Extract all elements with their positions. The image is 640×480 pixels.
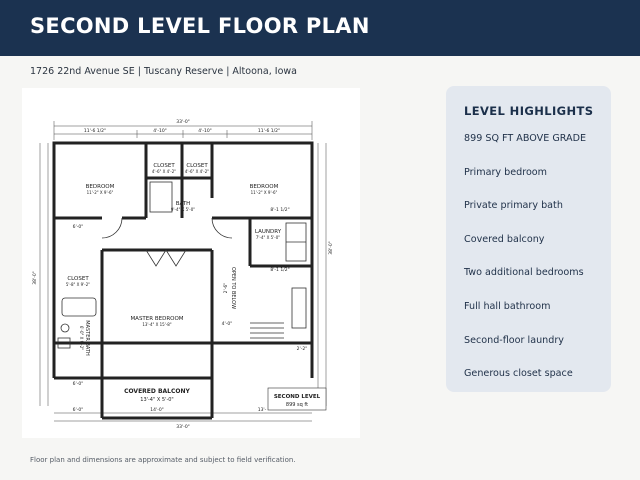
- dim-mid-6-0: 6'-0": [72, 225, 84, 230]
- room-laundry: LAUNDRY: [254, 229, 282, 235]
- room-bedroom-1-size: 11'-2" X 9'-6": [86, 190, 114, 195]
- highlight-item: Full hall bathroom: [464, 300, 551, 312]
- disclaimer: Floor plan and dimensions are approximate and subject to field verification.: [30, 456, 296, 464]
- room-bedroom-2-size: 11'-2" X 9'-6": [250, 190, 278, 195]
- dim-right-overall: 38'-0": [329, 241, 334, 255]
- dim-laundry-side2: 8'-1 1/2": [270, 268, 290, 273]
- dim-wall-4-0: 4'-0": [221, 322, 233, 327]
- room-bath-size: 9'-4" X 5'-0": [170, 207, 196, 212]
- floor-plan-drawing: [22, 88, 360, 438]
- room-closet-1-size: 4'-6" X 4'-2": [151, 169, 177, 174]
- dim-stair-small: 2'-2": [296, 347, 308, 352]
- dim-bottom-a: 6'-0": [72, 408, 84, 413]
- highlight-item: Covered balcony: [464, 233, 545, 245]
- room-closet-3: CLOSET: [67, 276, 89, 282]
- room-master-bath-size: 6'-0" X 9'-2": [79, 325, 84, 351]
- dim-top-d: 11'-6 1/2": [257, 129, 281, 134]
- room-closet-2: CLOSET: [186, 163, 208, 169]
- room-open-to-below: OPEN TO BELOW: [230, 266, 236, 310]
- dim-balcony-side: 6'-0": [72, 382, 84, 387]
- dim-laundry-side: 8'-1 1/2": [270, 208, 290, 213]
- room-laundry-size: 7'-4" X 5'-0": [255, 235, 281, 240]
- room-bedroom-2: BEDROOM: [249, 184, 279, 190]
- room-master-bedroom: MASTER BEDROOM: [130, 316, 184, 322]
- highlight-item: Primary bedroom: [464, 166, 548, 178]
- highlight-item: 899 SQ FT ABOVE GRADE: [464, 133, 587, 144]
- dim-left-overall: 38'-0": [33, 271, 38, 285]
- page-title: SECOND LEVEL FLOOR PLAN: [30, 14, 370, 38]
- room-closet-2-size: 4'-6" X 4'-2": [184, 169, 210, 174]
- dim-top-b: 4'-10": [153, 129, 167, 134]
- highlight-item: Generous closet space: [464, 368, 573, 380]
- dim-wall-2-6: 2'-6": [224, 282, 229, 294]
- floor-plan: [22, 88, 360, 438]
- highlight-item: Private primary bath: [464, 200, 563, 212]
- dim-top-a: 11'-6 1/2": [83, 129, 107, 134]
- room-master-bath: MASTER BATH: [84, 320, 90, 356]
- panel-title: LEVEL HIGHLIGHTS: [464, 104, 594, 118]
- room-bedroom-1: BEDROOM: [85, 184, 115, 190]
- highlights-list: [464, 132, 586, 401]
- property-address: 1726 22nd Avenue SE | Tuscany Reserve | Altoona, Iowa: [30, 66, 297, 77]
- dim-top-c: 4'-10": [198, 129, 212, 134]
- highlight-item: Second-floor laundry: [464, 334, 564, 346]
- highlight-item: Two additional bedrooms: [464, 267, 584, 279]
- page-header: [0, 0, 640, 56]
- room-covered-balcony: COVERED BALCONY: [124, 388, 190, 395]
- room-closet-3-size: 5'-8" X 9'-2": [65, 282, 91, 287]
- dim-bottom-overall: 33'-0": [176, 425, 190, 430]
- room-bath: BATH: [175, 201, 191, 207]
- dim-bottom-b: 14'-0": [150, 408, 164, 413]
- level-highlights-panel: [446, 86, 611, 392]
- dim-top-overall: 33'-0": [176, 120, 190, 125]
- room-master-bedroom-size: 13'-4" X 15'-8": [142, 322, 172, 327]
- dim-bottom-c: 13'-: [257, 408, 267, 413]
- level-label-title: SECOND LEVEL: [273, 394, 321, 400]
- room-closet-1: CLOSET: [153, 163, 175, 169]
- room-covered-balcony-size: 13'-4" X 5'-0": [140, 397, 174, 403]
- level-label-area: 899 sq ft: [285, 402, 309, 408]
